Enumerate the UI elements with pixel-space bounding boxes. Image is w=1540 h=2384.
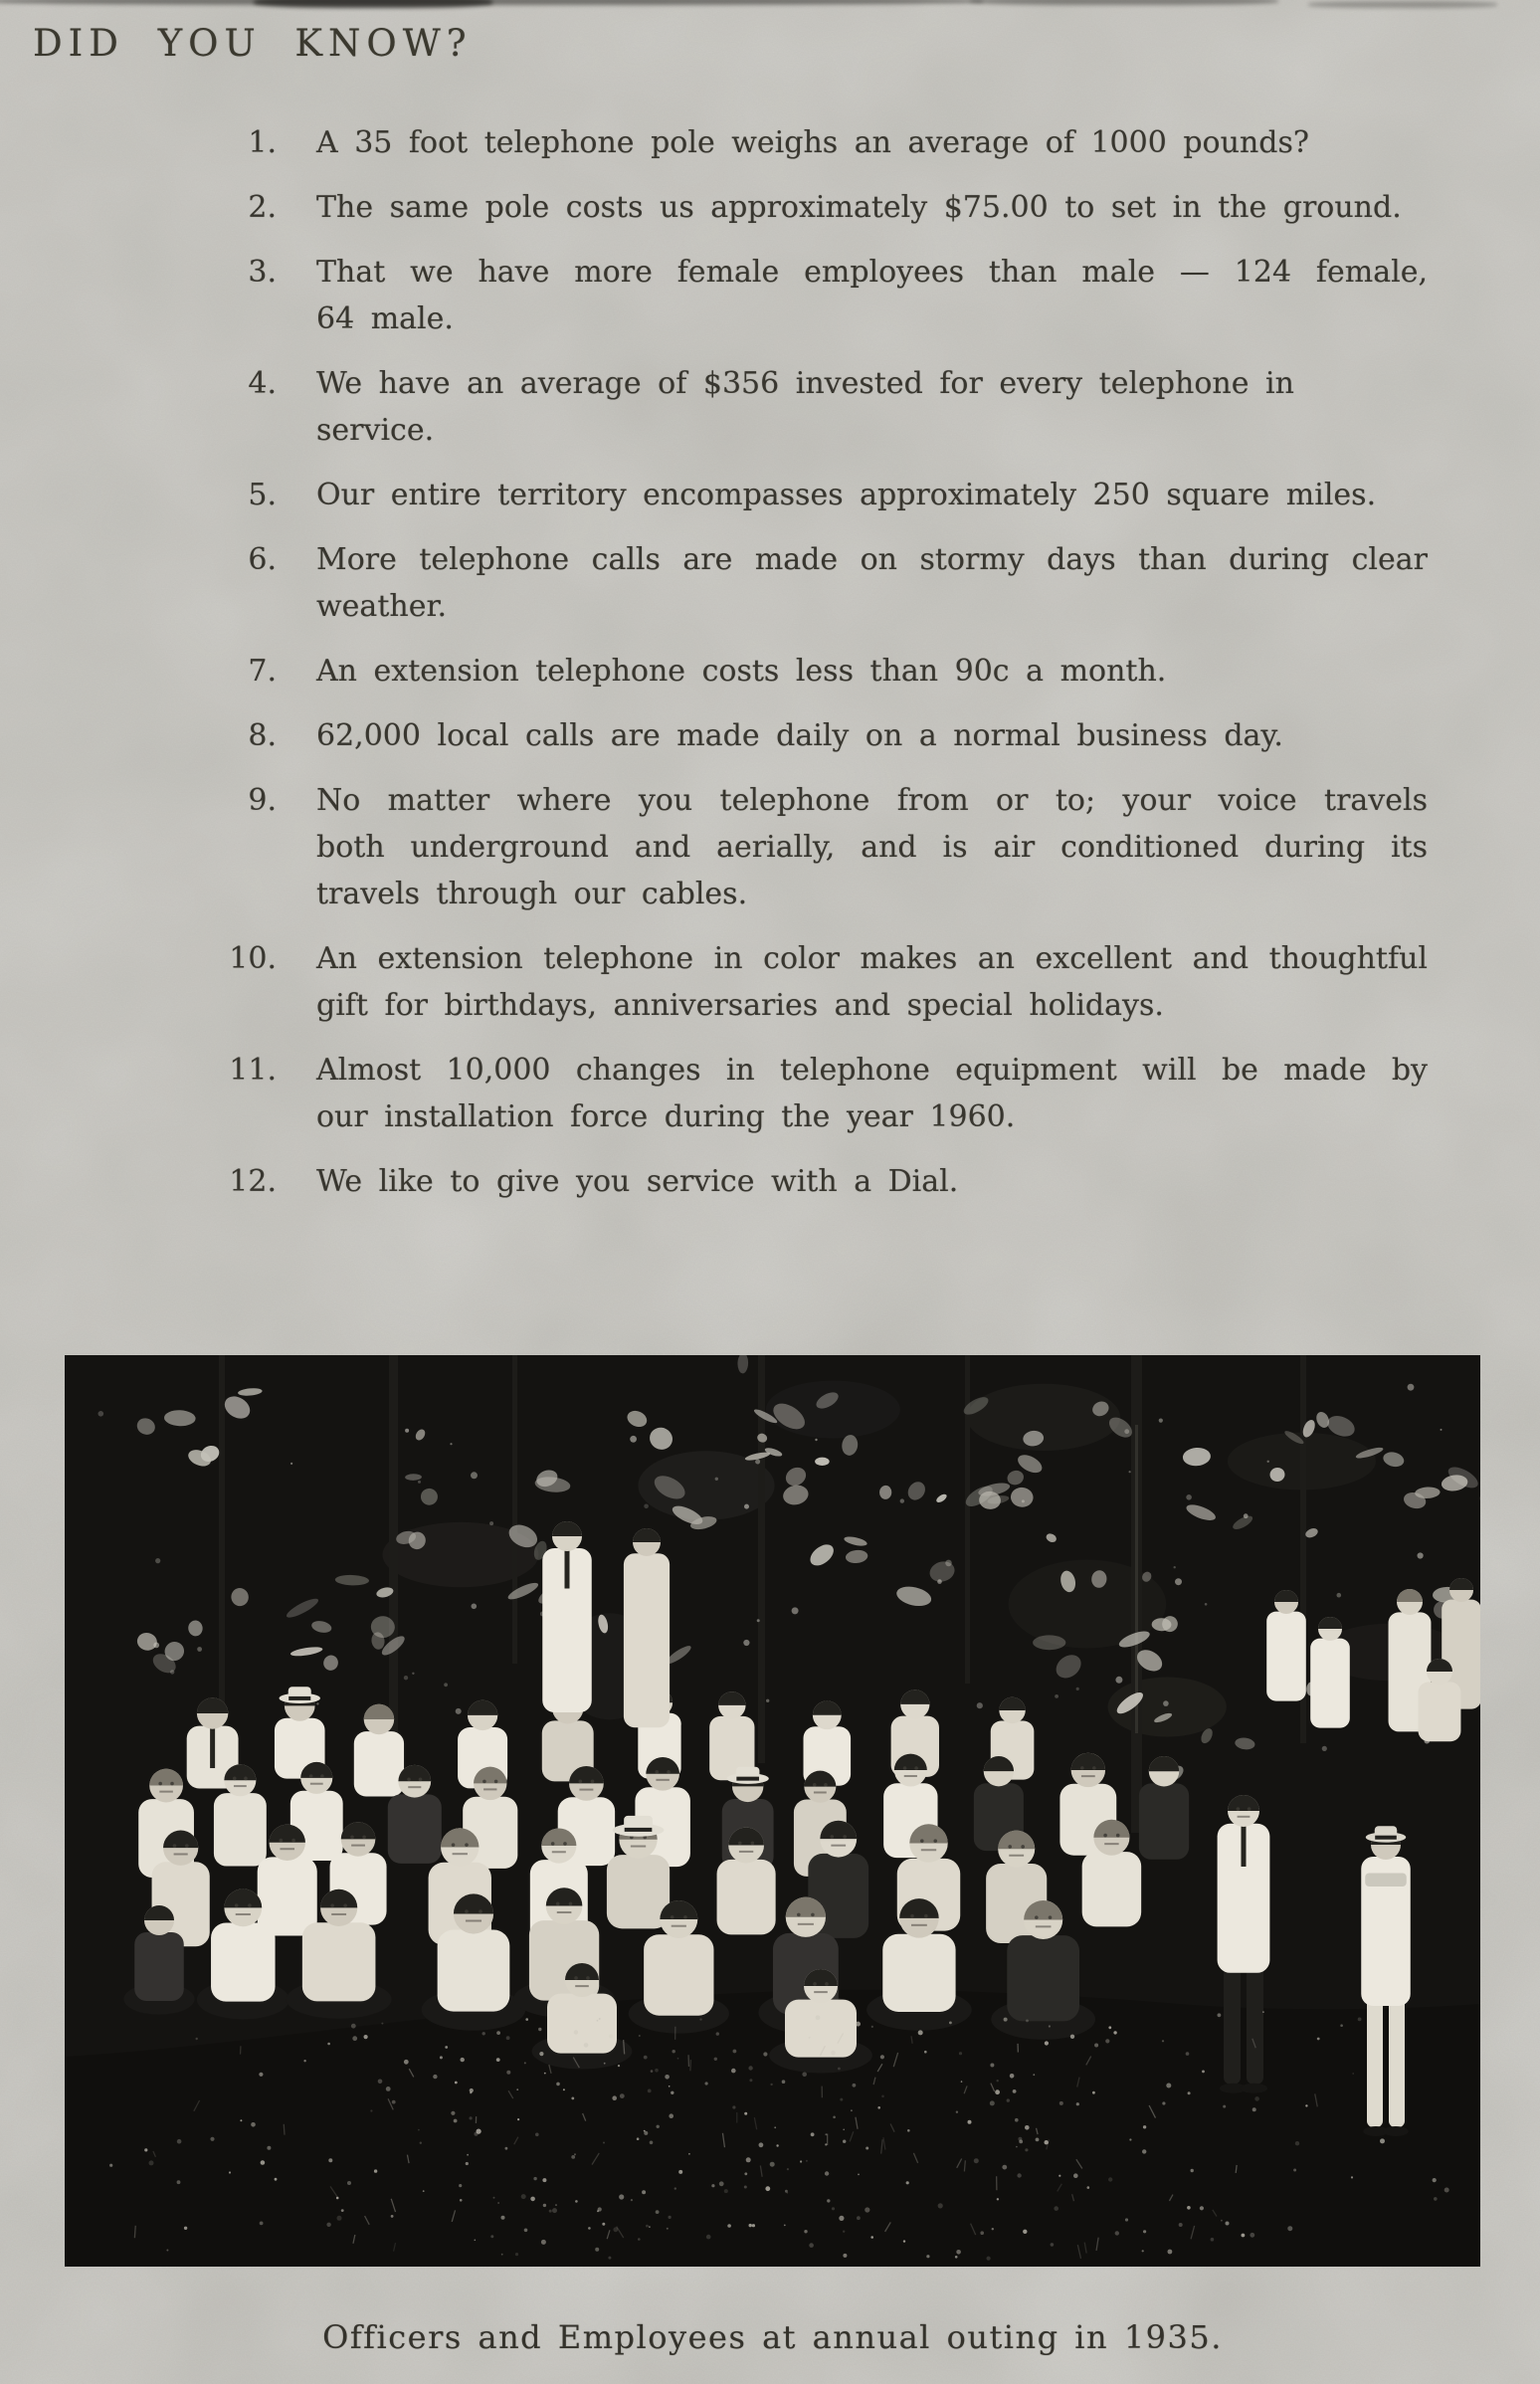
- photo-figure: [65, 1355, 1480, 2356]
- fact-text: [316, 648, 1428, 695]
- fact-text: [316, 119, 1428, 166]
- fact-text: [316, 1047, 1428, 1140]
- halftone-grain-dark: [65, 1355, 1480, 2267]
- fact-text: [316, 184, 1428, 231]
- scan-artifact-streak: [970, 0, 1278, 5]
- group-photo: [65, 1355, 1480, 2267]
- fact-number: 4.: [248, 366, 277, 401]
- fact-number: 7.: [248, 654, 277, 689]
- fact-number: 5.: [248, 478, 277, 512]
- fact-item: [0, 648, 1428, 695]
- fact-text: [316, 712, 1428, 759]
- fact-text: [316, 249, 1428, 342]
- fact-text: [316, 935, 1428, 1029]
- fact-line: The same pole costs us approximately $75.00 to set in the ground.: [316, 190, 1402, 225]
- fact-line: We have an average of $356 invested for every telephone in service.: [316, 366, 1294, 448]
- fact-line: More telephone calls are made on stormy days than during clear: [316, 542, 1428, 577]
- fact-text: [316, 536, 1428, 630]
- fact-line: our installation force during the year 1960.: [316, 1099, 1016, 1134]
- fact-number: 9.: [248, 783, 277, 818]
- fact-text: [316, 472, 1428, 518]
- fact-number: 10.: [229, 941, 277, 976]
- fact-item: [0, 536, 1428, 630]
- photo-caption: Officers and Employees at annual outing in 1935.: [322, 2318, 1223, 2356]
- fact-item: [0, 184, 1428, 231]
- fact-line: A 35 foot telephone pole weighs an average of 1000 pounds?: [316, 125, 1309, 160]
- fact-line: gift for birthdays, anniversaries and special holidays.: [316, 988, 1164, 1023]
- fact-line: An extension telephone costs less than 90c a month.: [316, 654, 1167, 689]
- fact-line: both underground and aerially, and is air conditioned during its: [316, 830, 1428, 865]
- fact-text: [316, 777, 1428, 917]
- fact-item: [0, 712, 1428, 759]
- fact-item: [0, 119, 1428, 166]
- fact-number: 3.: [248, 255, 277, 290]
- page-title: DID YOU KNOW?: [33, 22, 473, 65]
- fact-line: Our entire territory encompasses approximately 250 square miles.: [316, 478, 1377, 512]
- fact-number: 6.: [248, 542, 277, 577]
- fact-item: [0, 249, 1428, 342]
- fact-line: That we have more female employees than male — 124 female,: [316, 255, 1428, 290]
- fact-number: 2.: [248, 190, 277, 225]
- fact-item: [0, 360, 1428, 454]
- fact-item: [0, 935, 1428, 1029]
- fact-item: [0, 1158, 1428, 1205]
- fact-number: 1.: [248, 125, 277, 160]
- fact-line: travels through our cables.: [316, 877, 748, 911]
- scan-artifact-blot: [254, 0, 492, 8]
- facts-list: [0, 119, 1428, 1223]
- fact-line: No matter where you telephone from or to; your voice travels: [316, 783, 1428, 818]
- fact-text: [316, 360, 1428, 454]
- fact-number: 11.: [229, 1053, 277, 1088]
- fact-item: [0, 472, 1428, 518]
- fact-number: 12.: [229, 1164, 277, 1199]
- fact-number: 8.: [248, 718, 277, 753]
- fact-line: An extension telephone in color makes an excellent and thoughtful: [316, 941, 1428, 976]
- fact-line: 64 male.: [316, 301, 454, 336]
- fact-line: 62,000 local calls are made daily on a normal business day.: [316, 718, 1283, 753]
- fact-line: weather.: [316, 589, 448, 624]
- fact-line: We like to give you service with a Dial.: [316, 1164, 959, 1199]
- fact-text: [316, 1158, 1428, 1205]
- fact-item: [0, 777, 1428, 917]
- fact-line: Almost 10,000 changes in telephone equipment will be made by: [316, 1053, 1428, 1088]
- fact-item: [0, 1047, 1428, 1140]
- scan-artifact-streak: [1308, 1, 1497, 8]
